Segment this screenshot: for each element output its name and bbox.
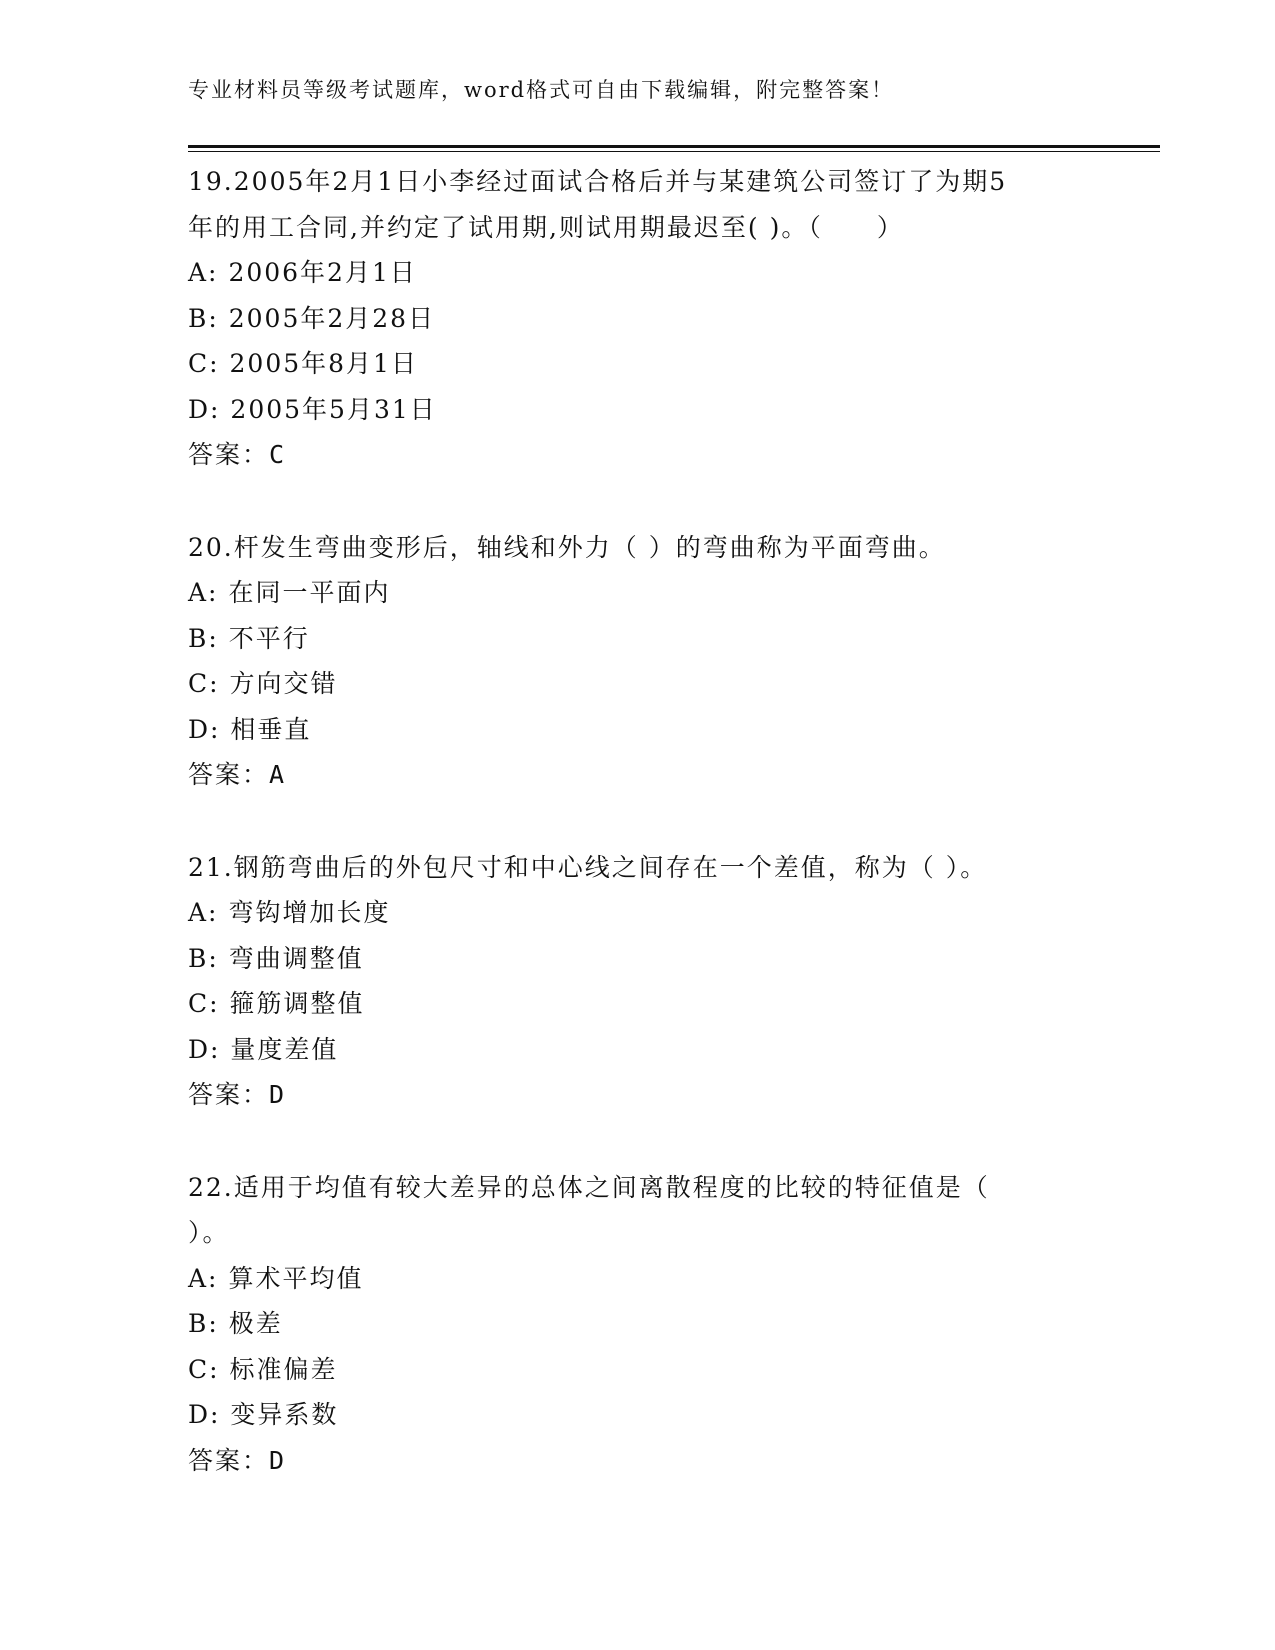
- option-text: 2006年2月1日: [228, 258, 417, 287]
- option-letter: D:: [188, 714, 221, 744]
- header-rule-thick: [188, 145, 1160, 148]
- option-letter: A:: [188, 258, 219, 287]
- answer-option: [188, 570, 1088, 616]
- answer-option: [188, 250, 1088, 296]
- answer-option: [188, 890, 1088, 936]
- option-letter: C:: [188, 669, 220, 698]
- question-stem: 19.2005年2月1日小李经过面试合格后并与某建筑公司签订了为期5: [188, 167, 1008, 196]
- answer-option: [188, 387, 1088, 433]
- answer-label: 答案：: [188, 1445, 270, 1475]
- answer-option: [188, 707, 1088, 753]
- header-rule-thin: [188, 151, 1160, 152]
- option-letter: A:: [188, 898, 219, 927]
- option-text: 2005年5月31日: [230, 394, 437, 424]
- answer-option: [188, 661, 1088, 707]
- option-letter: A:: [188, 578, 219, 607]
- option-text: 2005年2月28日: [228, 303, 436, 333]
- answer-value: C: [269, 440, 287, 469]
- option-text: 2005年8月1日: [229, 349, 418, 378]
- question-block: [188, 845, 1088, 1118]
- question-block: [188, 1165, 1088, 1484]
- option-letter: D:: [188, 394, 221, 424]
- option-text: 极差: [228, 1309, 283, 1338]
- answer-option: [188, 296, 1088, 342]
- answer-value: D: [269, 1080, 287, 1109]
- answer-option: [188, 341, 1088, 387]
- answer-option: [188, 1301, 1088, 1347]
- option-text: 弯钩增加长度: [228, 898, 391, 927]
- answer-label: 答案：: [188, 1080, 270, 1109]
- option-letter: D:: [188, 1034, 221, 1064]
- answer-line: [188, 432, 1088, 478]
- question-block: [188, 159, 1088, 478]
- question-stem: 年的用工合同,并约定了试用期,则试用期最迟至( )。（ ）: [188, 212, 904, 242]
- option-letter: B:: [188, 623, 219, 653]
- page-header: 专业材料员等级考试题库，word格式可自由下载编辑，附完整答案！: [188, 78, 895, 102]
- answer-value: D: [269, 1445, 287, 1475]
- answer-option: [188, 616, 1088, 662]
- option-letter: B:: [188, 303, 219, 333]
- option-text: 弯曲调整值: [228, 943, 364, 973]
- option-letter: C:: [188, 989, 220, 1018]
- question-list: [188, 159, 1088, 1530]
- option-text: 算术平均值: [228, 1263, 364, 1293]
- answer-line: [188, 752, 1088, 798]
- option-text: 变异系数: [230, 1400, 339, 1429]
- answer-label: 答案：: [188, 440, 270, 469]
- answer-option: [188, 1256, 1088, 1302]
- option-text: 量度差值: [230, 1034, 339, 1064]
- option-letter: C:: [188, 1354, 220, 1384]
- option-text: 箍筋调整值: [229, 989, 365, 1018]
- question-stem: 22.适用于均值有较大差异的总体之间离散程度的比较的特征值是（: [188, 1172, 990, 1202]
- answer-option: [188, 1347, 1088, 1393]
- answer-option: [188, 936, 1088, 982]
- option-letter: D:: [188, 1400, 221, 1429]
- answer-option: [188, 1027, 1088, 1073]
- option-text: 在同一平面内: [228, 578, 391, 607]
- question-stem: 20.杆发生弯曲变形后，轴线和外力（ ）的弯曲称为平面弯曲。: [188, 532, 946, 562]
- option-text: 标准偏差: [229, 1354, 338, 1384]
- question-stem: ）。: [188, 1218, 230, 1247]
- option-letter: B:: [188, 943, 219, 973]
- option-text: 相垂直: [230, 714, 312, 744]
- option-letter: C:: [188, 349, 220, 378]
- option-text: 方向交错: [229, 669, 338, 698]
- answer-option: [188, 981, 1088, 1027]
- question-block: [188, 525, 1088, 798]
- question-stem: 21.钢筋弯曲后的外包尺寸和中心线之间存在一个差值，称为（ ）。: [188, 852, 988, 882]
- answer-value: A: [269, 760, 287, 789]
- option-letter: B:: [188, 1309, 219, 1338]
- option-text: 不平行: [228, 623, 310, 653]
- answer-line: [188, 1072, 1088, 1118]
- answer-option: [188, 1392, 1088, 1438]
- answer-line: [188, 1438, 1088, 1484]
- answer-label: 答案：: [188, 760, 270, 789]
- option-letter: A:: [188, 1263, 219, 1293]
